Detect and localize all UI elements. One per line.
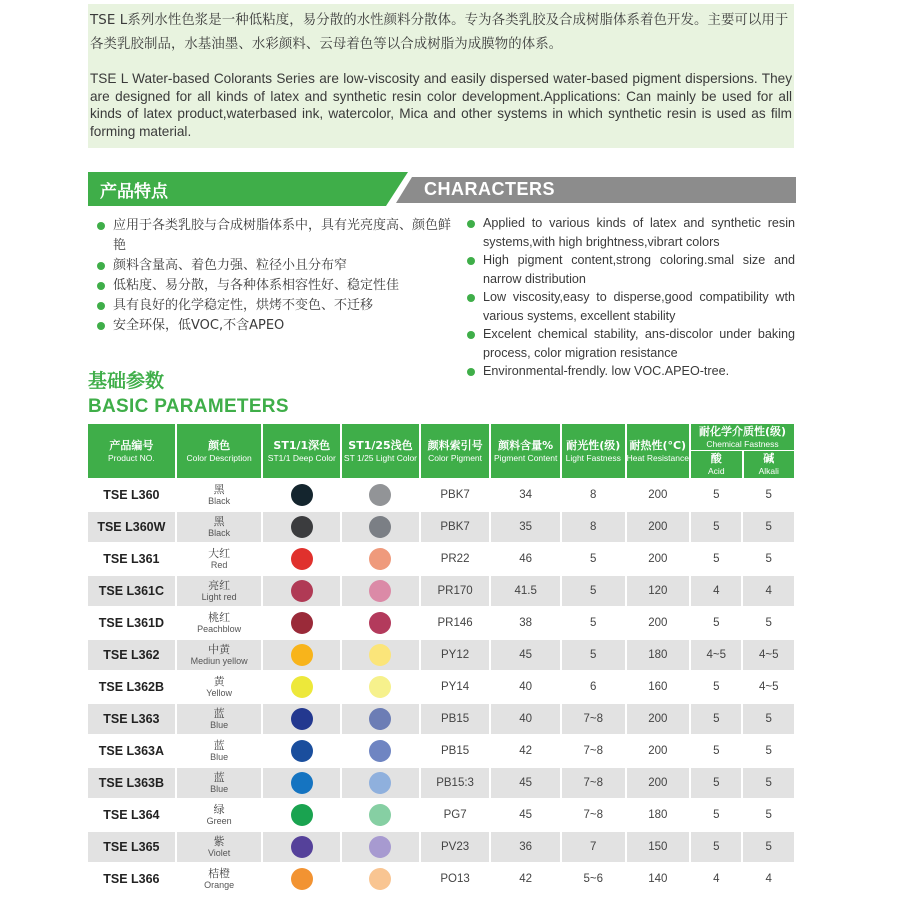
cell-color-desc: 蓝 Blue <box>177 768 262 800</box>
feature-text: 具有良好的化学稳定性，烘烤不变色、不迁移 <box>113 298 374 313</box>
cell-acid: 5 <box>691 544 741 576</box>
deep-color-swatch <box>291 836 313 858</box>
bullet-dot-icon <box>97 322 105 330</box>
cell-content: 38 <box>491 608 560 640</box>
cell-alkali: 5 <box>743 480 794 512</box>
cell-light-color <box>342 800 419 832</box>
deep-color-swatch <box>291 868 313 890</box>
cell-content: 46 <box>491 544 560 576</box>
characters-title-en: CHARACTERS <box>424 179 555 199</box>
cell-alkali: 5 <box>743 768 794 800</box>
cell-deep-color <box>263 864 340 896</box>
cell-alkali: 5 <box>743 832 794 864</box>
cell-light-fastness: 7~8 <box>562 768 625 800</box>
cell-deep-color <box>263 832 340 864</box>
cell-heat: 200 <box>627 736 690 768</box>
cell-content: 45 <box>491 640 560 672</box>
cell-product-no: TSE L360W <box>88 512 175 544</box>
cell-light-color <box>342 608 419 640</box>
cell-light-color <box>342 672 419 704</box>
cell-acid: 4 <box>691 864 741 896</box>
cell-product-no: TSE L360 <box>88 480 175 512</box>
feature-item-en <box>465 325 795 362</box>
cell-product-no: TSE L361D <box>88 608 175 640</box>
cell-light-color <box>342 768 419 800</box>
cell-light-color <box>342 576 419 608</box>
cell-deep-color <box>263 544 340 576</box>
light-color-swatch <box>369 868 391 890</box>
feature-text: 低粘度、易分散，与各种体系相容性好、稳定性佳 <box>113 278 400 293</box>
cell-acid: 5 <box>691 672 741 704</box>
cell-light-color <box>342 544 419 576</box>
bullet-dot-icon <box>467 331 475 339</box>
cell-deep-color <box>263 608 340 640</box>
feature-item-zh <box>95 276 455 296</box>
features-list-en <box>465 214 795 381</box>
cell-acid: 5 <box>691 480 741 512</box>
table-row <box>88 768 794 800</box>
header-light-color: ST1/25浅色 ST 1/25 Light Color <box>342 424 419 480</box>
cell-light-color <box>342 864 419 896</box>
characters-title-zh: 产品特点 <box>100 182 168 202</box>
cell-acid: 4 <box>691 576 741 608</box>
cell-content: 34 <box>491 480 560 512</box>
feature-item-en <box>465 362 795 381</box>
light-color-swatch <box>369 740 391 762</box>
header-alkali: 碱 Alkali <box>742 451 794 478</box>
table-header-row <box>88 424 794 480</box>
table-row <box>88 544 794 576</box>
intro-text-zh: TSE L系列水性色浆是一种低粘度，易分散的水性颜料分散体。专为各类乳胶及合成树脂体系着色开发。主要可以用于各类乳胶制品，水基油墨、水彩颜料、云母着色等以合成树脂为成膜物的体系。 <box>90 13 789 52</box>
cell-pigment: PR146 <box>421 608 490 640</box>
cell-product-no: TSE L364 <box>88 800 175 832</box>
deep-color-swatch <box>291 804 313 826</box>
cell-pigment: PR22 <box>421 544 490 576</box>
cell-alkali: 5 <box>743 704 794 736</box>
feature-text: Applied to various kinds of latex and synthetic resin systems,with high brightness,vibrart colors <box>483 216 795 249</box>
light-color-swatch <box>369 548 391 570</box>
light-color-swatch <box>369 484 391 506</box>
cell-product-no: TSE L361C <box>88 576 175 608</box>
cell-pigment: PB15:3 <box>421 768 490 800</box>
cell-acid: 5 <box>691 800 741 832</box>
light-color-swatch <box>369 836 391 858</box>
bullet-dot-icon <box>467 257 475 265</box>
cell-color-desc: 黄 Yellow <box>177 672 262 704</box>
cell-pigment: PO13 <box>421 864 490 896</box>
cell-content: 42 <box>491 864 560 896</box>
cell-content: 42 <box>491 736 560 768</box>
cell-alkali: 5 <box>743 544 794 576</box>
light-color-swatch <box>369 772 391 794</box>
cell-color-desc: 大红 Red <box>177 544 262 576</box>
cell-alkali: 5 <box>743 736 794 768</box>
header-pigment: 颜料索引号 Color Pigment <box>421 424 490 480</box>
cell-content: 40 <box>491 672 560 704</box>
cell-light-fastness: 5 <box>562 608 625 640</box>
cell-color-desc: 蓝 Blue <box>177 704 262 736</box>
cell-product-no: TSE L361 <box>88 544 175 576</box>
light-color-swatch <box>369 580 391 602</box>
cell-deep-color <box>263 672 340 704</box>
cell-product-no: TSE L362 <box>88 640 175 672</box>
cell-content: 36 <box>491 832 560 864</box>
bullet-dot-icon <box>97 262 105 270</box>
feature-text: Environmental-frendly. low VOC.APEO-tree. <box>483 364 730 378</box>
cell-light-color <box>342 704 419 736</box>
deep-color-swatch <box>291 708 313 730</box>
intro-text-en: TSE L Water-based Colorants Series are low-viscosity and easily dispersed water-based pigment dispersions. They are designed for all kinds of latex and synthetic resin color development.Applications: Can mainly be used for all kinds of latex product,waterbased ink, watercolor, Mica and other systems in which synthetic resin is used as film forming material. <box>90 71 792 139</box>
cell-color-desc: 紫 Violet <box>177 832 262 864</box>
cell-product-no: TSE L365 <box>88 832 175 864</box>
cell-deep-color <box>263 640 340 672</box>
cell-heat: 150 <box>627 832 690 864</box>
cell-light-color <box>342 512 419 544</box>
light-color-swatch <box>369 644 391 666</box>
header-acid: 酸 Acid <box>708 451 725 476</box>
bullet-dot-icon <box>97 222 105 230</box>
cell-product-no: TSE L363B <box>88 768 175 800</box>
cell-light-fastness: 8 <box>562 480 625 512</box>
header-product: 产品编号 Product NO. <box>88 424 175 480</box>
bullet-dot-icon <box>97 302 105 310</box>
cell-deep-color <box>263 768 340 800</box>
cell-alkali: 4 <box>743 864 794 896</box>
feature-item-zh <box>95 256 455 276</box>
cell-light-fastness: 5 <box>562 640 625 672</box>
cell-acid: 4~5 <box>691 640 741 672</box>
feature-item-zh <box>95 296 455 316</box>
header-content: 颜料含量% Pigment Content <box>491 424 560 480</box>
table-row <box>88 832 794 864</box>
cell-alkali: 5 <box>743 800 794 832</box>
table-row <box>88 800 794 832</box>
cell-deep-color <box>263 576 340 608</box>
cell-alkali: 4 <box>743 576 794 608</box>
cell-acid: 5 <box>691 608 741 640</box>
parameters-table <box>86 424 796 896</box>
cell-color-desc: 中黄 Mediun yellow <box>177 640 262 672</box>
cell-heat: 200 <box>627 544 690 576</box>
table-row <box>88 576 794 608</box>
cell-alkali: 5 <box>743 608 794 640</box>
cell-heat: 160 <box>627 672 690 704</box>
table-row <box>88 864 794 896</box>
table-row <box>88 512 794 544</box>
cell-pigment: PG7 <box>421 800 490 832</box>
cell-content: 41.5 <box>491 576 560 608</box>
cell-light-fastness: 7~8 <box>562 736 625 768</box>
cell-pigment: PB15 <box>421 704 490 736</box>
cell-light-color <box>342 640 419 672</box>
table-row <box>88 704 794 736</box>
cell-acid: 5 <box>691 736 741 768</box>
cell-light-fastness: 5 <box>562 544 625 576</box>
deep-color-swatch <box>291 676 313 698</box>
deep-color-swatch <box>291 516 313 538</box>
cell-light-fastness: 5 <box>562 576 625 608</box>
table-row <box>88 480 794 512</box>
cell-heat: 180 <box>627 800 690 832</box>
cell-deep-color <box>263 736 340 768</box>
light-color-swatch <box>369 516 391 538</box>
cell-heat: 200 <box>627 608 690 640</box>
cell-pigment: PV23 <box>421 832 490 864</box>
cell-heat: 200 <box>627 768 690 800</box>
intro-box <box>88 4 794 148</box>
deep-color-swatch <box>291 740 313 762</box>
cell-light-fastness: 5~6 <box>562 864 625 896</box>
cell-deep-color <box>263 512 340 544</box>
deep-color-swatch <box>291 612 313 634</box>
header-chemical: 耐化学介质性(级) Chemical Fastness 酸 Acid 碱 Alkali <box>691 424 794 480</box>
cell-light-fastness: 7~8 <box>562 704 625 736</box>
header-heat: 耐热性(°C) Heat Resistance <box>627 424 690 480</box>
basic-params-title-zh: 基础参数 <box>88 370 165 392</box>
table-row <box>88 736 794 768</box>
deep-color-swatch <box>291 548 313 570</box>
header-light-fastness: 耐光性(级) Light Fastness <box>562 424 625 480</box>
bullet-dot-icon <box>97 282 105 290</box>
cell-light-fastness: 6 <box>562 672 625 704</box>
bullet-dot-icon <box>467 294 475 302</box>
cell-content: 35 <box>491 512 560 544</box>
cell-light-fastness: 7 <box>562 832 625 864</box>
feature-item-en <box>465 214 795 251</box>
basic-params-title-en: BASIC PARAMETERS <box>88 396 289 417</box>
cell-light-color <box>342 736 419 768</box>
deep-color-swatch <box>291 580 313 602</box>
feature-item-en <box>465 288 795 325</box>
deep-color-swatch <box>291 484 313 506</box>
deep-color-swatch <box>291 772 313 794</box>
cell-content: 45 <box>491 768 560 800</box>
header-color: 颜色 Color Description <box>177 424 262 480</box>
cell-color-desc: 黑 Black <box>177 480 262 512</box>
cell-product-no: TSE L366 <box>88 864 175 896</box>
deep-color-swatch <box>291 644 313 666</box>
cell-pigment: PBK7 <box>421 512 490 544</box>
cell-product-no: TSE L363 <box>88 704 175 736</box>
feature-text: High pigment content,strong coloring.smal size and narrow distribution <box>483 253 795 286</box>
cell-color-desc: 亮红 Light red <box>177 576 262 608</box>
cell-light-color <box>342 480 419 512</box>
cell-pigment: PY12 <box>421 640 490 672</box>
cell-acid: 5 <box>691 832 741 864</box>
cell-deep-color <box>263 800 340 832</box>
cell-light-fastness: 7~8 <box>562 800 625 832</box>
table-row <box>88 640 794 672</box>
cell-light-fastness: 8 <box>562 512 625 544</box>
cell-pigment: PB15 <box>421 736 490 768</box>
cell-color-desc: 桔橙 Orange <box>177 864 262 896</box>
features-list-zh <box>95 216 455 336</box>
cell-color-desc: 绿 Green <box>177 800 262 832</box>
cell-deep-color <box>263 480 340 512</box>
cell-product-no: TSE L363A <box>88 736 175 768</box>
bullet-dot-icon <box>467 368 475 376</box>
feature-text: 安全环保，低VOC,不含APEO <box>113 318 285 333</box>
feature-item-en <box>465 251 795 288</box>
light-color-swatch <box>369 612 391 634</box>
cell-acid: 5 <box>691 512 741 544</box>
feature-text: 颜料含量高、着色力强、粒径小且分布窄 <box>113 258 348 273</box>
light-color-swatch <box>369 804 391 826</box>
bullet-dot-icon <box>467 220 475 228</box>
cell-light-color <box>342 832 419 864</box>
cell-alkali: 5 <box>743 512 794 544</box>
cell-heat: 200 <box>627 512 690 544</box>
characters-banner <box>88 172 796 206</box>
cell-acid: 5 <box>691 768 741 800</box>
cell-color-desc: 桃红 Peachblow <box>177 608 262 640</box>
cell-pigment: PR170 <box>421 576 490 608</box>
cell-acid: 5 <box>691 704 741 736</box>
feature-text: 应用于各类乳胶与合成树脂体系中，具有光亮度高、颜色鲜艳 <box>113 218 452 253</box>
cell-product-no: TSE L362B <box>88 672 175 704</box>
cell-color-desc: 蓝 Blue <box>177 736 262 768</box>
light-color-swatch <box>369 676 391 698</box>
feature-item-zh <box>95 316 455 336</box>
cell-content: 45 <box>491 800 560 832</box>
cell-heat: 120 <box>627 576 690 608</box>
cell-alkali: 4~5 <box>743 640 794 672</box>
cell-heat: 140 <box>627 864 690 896</box>
cell-content: 40 <box>491 704 560 736</box>
cell-pigment: PBK7 <box>421 480 490 512</box>
cell-color-desc: 黑 Black <box>177 512 262 544</box>
cell-pigment: PY14 <box>421 672 490 704</box>
cell-deep-color <box>263 704 340 736</box>
cell-heat: 200 <box>627 480 690 512</box>
feature-text: Low viscosity,easy to disperse,good compatibility wth various systems, excellent stability <box>483 290 795 323</box>
light-color-swatch <box>369 708 391 730</box>
table-row <box>88 672 794 704</box>
cell-alkali: 4~5 <box>743 672 794 704</box>
cell-heat: 200 <box>627 704 690 736</box>
header-deep-color: ST1/1深色 ST1/1 Deep Color <box>263 424 340 480</box>
feature-item-zh <box>95 216 455 256</box>
table-row <box>88 608 794 640</box>
feature-text: Excelent chemical stability, ans-discolor under baking process, color migration resistance <box>483 327 795 360</box>
cell-heat: 180 <box>627 640 690 672</box>
